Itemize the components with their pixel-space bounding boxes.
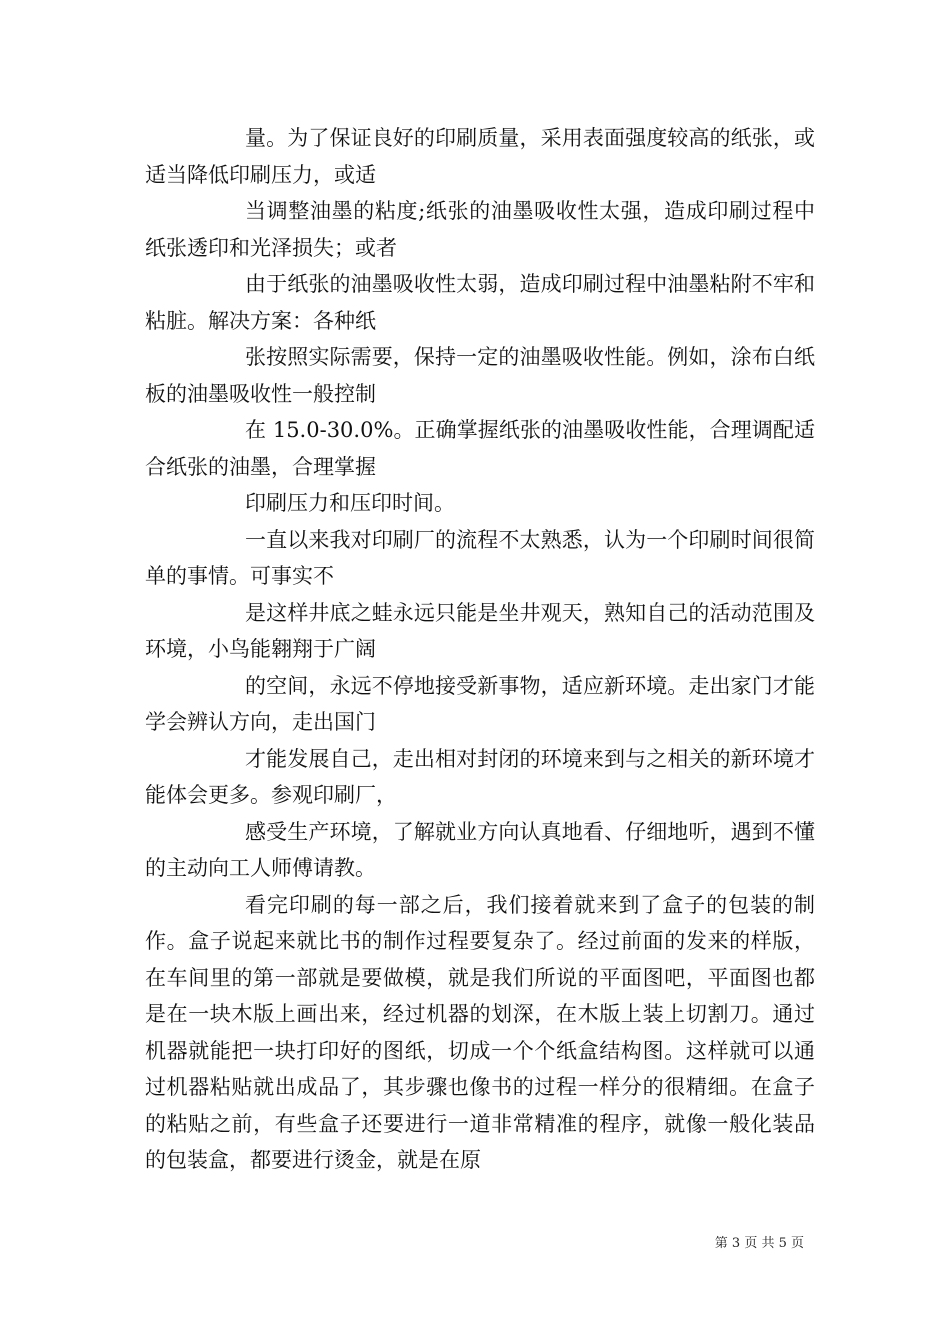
page-number: 第 3 页 共 5 页 bbox=[714, 1236, 804, 1251]
paragraph-9: 的空间，永远不停地接受新事物，适应新环境。走出家门才能学会辨认方向，走出国门 bbox=[145, 673, 815, 734]
paragraph-4: 张按照实际需要，保持一定的油墨吸收性能。例如，涂布白纸板的油墨吸收性一般控制 bbox=[145, 345, 815, 406]
paragraph-2: 当调整油墨的粘度;纸张的油墨吸收性太强，造成印刷过程中纸张透印和光泽损失；或者 bbox=[145, 199, 815, 260]
paragraph-6: 印刷压力和压印时间。 bbox=[245, 491, 455, 515]
paragraph-10: 才能发展自己，走出相对封闭的环境来到与之相关的新环境才能体会更多。参观印刷厂， bbox=[145, 746, 815, 807]
paragraph-11: 感受生产环境，了解就业方向认真地看、仔细地听，遇到不懂的主动向工人师傅请教。 bbox=[145, 819, 815, 880]
paragraph-7: 一直以来我对印刷厂的流程不太熟悉，认为一个印刷时间很简单的事情。可事实不 bbox=[145, 527, 815, 588]
paragraph-5: 在 15.0-30.0%。正确掌握纸张的油墨吸收性能，合理调配适合纸张的油墨，合理掌握 bbox=[145, 418, 815, 479]
paragraph-8: 是这样井底之蛙永远只能是坐井观天，熟知自己的活动范围及环境，小鸟能翱翔于广阔 bbox=[145, 600, 815, 661]
paragraph-3: 由于纸张的油墨吸收性太弱，造成印刷过程中油墨粘附不牢和粘脏。解决方案：各种纸 bbox=[145, 272, 815, 333]
body-text bbox=[145, 120, 815, 1179]
paragraph-12: 看完印刷的每一部之后，我们接着就来到了盒子的包装的制作。盒子说起来就比书的制作过程要复杂了。经过前面的发来的样版，在车间里的第一部就是要做模，就是我们所说的平面图吧，平面图也都是在一块木版上画出来，经过机器的划深，在木版上装上切割刀。通过机器就能把一块打印好的图纸，切成一个个纸盒结构图。这样就可以通过机器粘贴就出成品了，其步骤也像书的过程一样分的很精细。在盒子的粘贴之前，有些盒子还要进行一道非常精准的程序，就像一般化装品的包装盒，都要进行烫金，就是在原 bbox=[145, 892, 815, 1172]
paragraph-1: 量。为了保证良好的印刷质量，采用表面强度较高的纸张，或适当降低印刷压力，或适 bbox=[145, 126, 815, 187]
